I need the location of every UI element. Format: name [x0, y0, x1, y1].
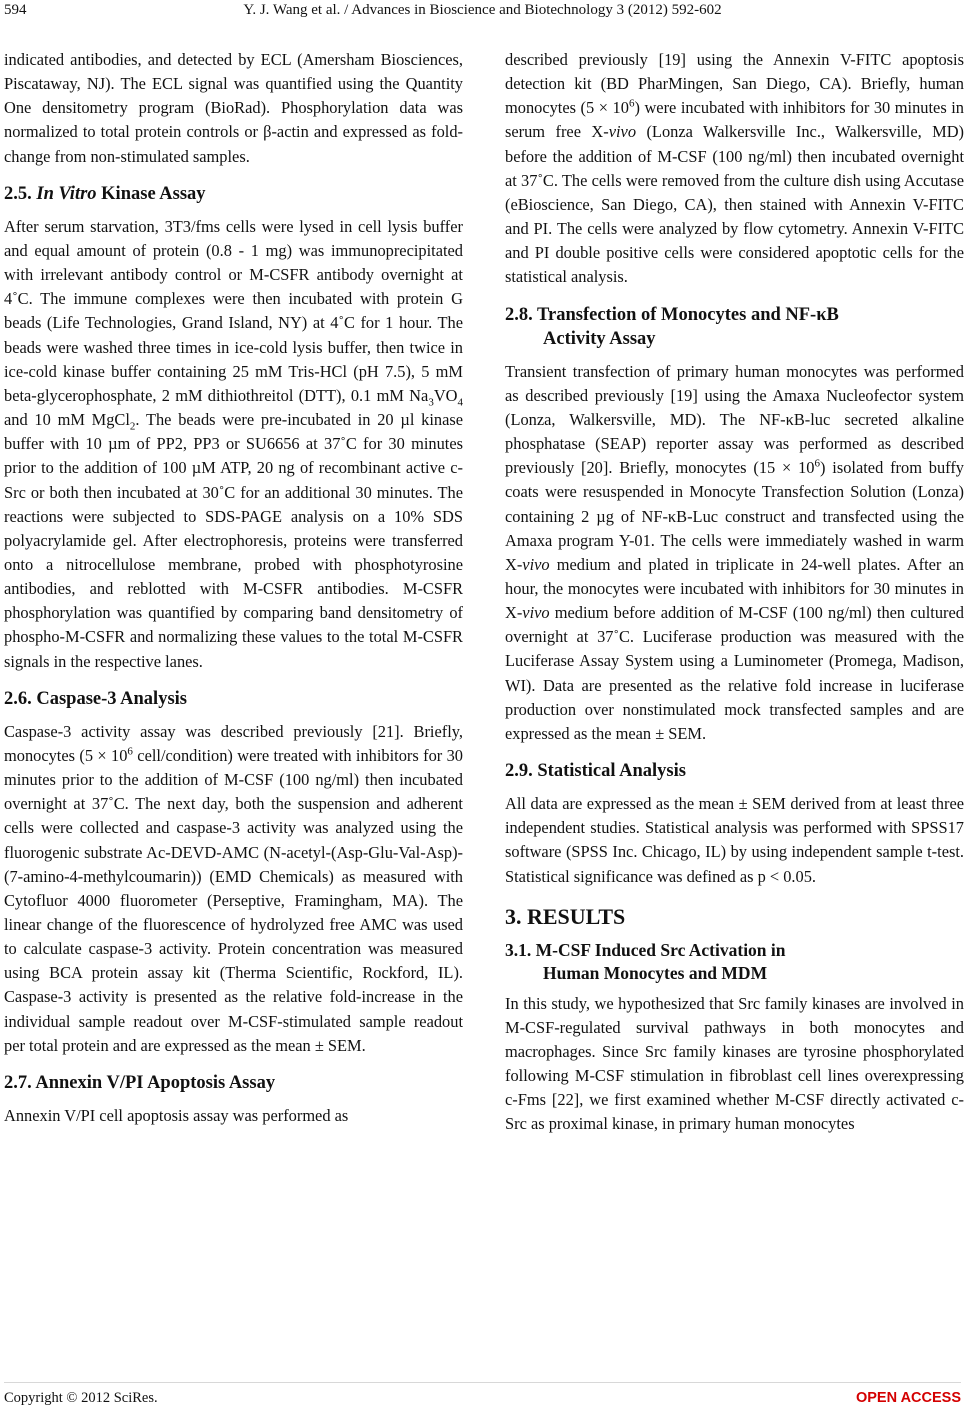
- paragraph-results-src: In this study, we hypothesized that Src family kinases are involved in M-CSF-regulated survival pathways in both monocytes and macrophages. Since Src family kinases are tyrosine phosphorylated following M-CSF stimulation in fibroblast cell lines overexpressing c-Fms [22], we first examined whether M-CSF directly activated c-Src as proximal kinase, in primary human monocytes: [505, 993, 964, 1134]
- heading-mcsf-src-activation: 3.1. M-CSF Induced Src Activation in Human Monocytes and MDM: [505, 939, 786, 983]
- heading-in-vitro-kinase-assay: 2.5. In Vitro Kinase Assay: [4, 183, 206, 204]
- paragraph-ecl-detection: indicated antibodies, and detected by ECL (Amersham Biosciences, Piscataway, NJ). The ECL signal was quantified using the Quantity One densitometry program (BioRad). Phosphorylation data was normalized to total protein controls or β-actin and expressed as fold-change from non-stimulated samples.: [4, 50, 463, 166]
- paragraph-annexin-continued: described previously [19] using the Annexin V-FITC apoptosis detection kit (BD PharMingen, San Diego, CA). Briefly, human monocytes $(5 \times 10^6)$ were incubated with inhibitors for 30 minutes in serum free X-vivo (Lonza Walkersville Inc., Walkersville, MD) before the addition of M-CSF (100 ng/ml) then incubated overnight at 37˚C. The cells were removed from the culture dish using Accutase (eBioscience, San Diego, CA), then stained with Annexin V-FITC and PI. The cells were analyzed by flow cytometry. Annexin V-FITC and PI double positive cells were considered apoptotic cells for the statistical analysis.: [505, 50, 965, 287]
- paragraph-statistical-analysis: All data are expressed as the mean ± SEM derived from at least three independent studies. Statistical analysis was performed with SPSS17 software (SPSS Inc. Chicago, IL) by using independent sample t-test. Statistical significance was defined as p < 0.05.: [505, 794, 964, 886]
- page-footer: [0, 1376, 965, 1406]
- heading-results: 3. RESULTS: [505, 903, 626, 929]
- right-column: [505, 48, 964, 1137]
- footer-divider: [4, 1382, 961, 1383]
- page-header: [0, 0, 965, 28]
- paragraph-kinase-assay: After serum starvation, 3T3/fms cells were lysed in cell lysis buffer and equal amount of protein (0.8 - 1 mg) was immunoprecipitated with irrelevant antibody control or M-CSFR antibody overnight at 4˚C. The immune complexes were then incubated with protein G beads (Life Technologies, Grand Island, NY) at 4˚C for 1 hour. The beads were washed three times in ice-cold lysis buffer, then twice in ice-cold kinase buffer containing 25 mM Tris-HCl (pH 7.5), 5 mM beta-glycerophosphate, 2 mM dithiothreitol (DTT), 0.1 mM $Na_3VO_4$ and 10 mM MgCl$_2$. The beads were pre-incubated in 20 µl kinase buffer with 10 µm of PP2, PP3 or SU6656 at 37˚C for 30 minutes prior to the addition of 100 µM ATP, 20 ng of recombinant active c-Src or both then incubated at 30˚C for an additional 30 minutes. The reactions were subjected to SDS-PAGE analysis on a 10% SDS polyacrylamide gel. After electrophoresis, proteins were transferred onto a nitrocellulose membrane, probed with phosphotyrosine antibodies, and reblotted with M-CSFR antibodies. M-CSFR phosphorylation was quantified by comparing band densitometry of phospho-M-CSFR and normalizing these values to the total M-CSFR signals in the respective lanes.: [4, 216, 463, 671]
- heading-transfection-nfkb: 2.8. Transfection of Monocytes and NF-κB Activity Assay: [505, 304, 839, 349]
- paragraph-transfection: Transient transfection of primary human monocytes was performed as described previously [19] using the Amaxa Nucleofector system (Lonza, Walkersville, MD). The NF-κB-luc secreted alkaline phosphatase (SEAP) reporter assay was performed as described previously [20]. Briefly, monocytes $(15 \times 10^6)$ isolated from buffy coats were resuspended in Monocyte Transfection Solution (Lonza) containing 2 µg of NF-κB-Luc construct and transfected using the Amaxa program Y-01. The cells were immediately washed in warm X-vivo medium and plated in triplicate in 24-well plates. After an hour, the monocytes were incubated with inhibitors for 30 minutes in X-vivo medium before addition of M-CSF (100 ng/ml) then cultured overnight at 37˚C. Luciferase production was measured with the Luciferase Assay System using a Luminometer (Promega, Madison, WI). Data are presented as the relative fold increase in luciferase production over nonstimulated mock transfected samples and are expressed as the mean ± SEM.: [505, 361, 964, 743]
- open-access-label: OPEN ACCESS: [855, 1390, 961, 1406]
- left-column: [4, 48, 463, 1128]
- paragraph-caspase-3: Caspase-3 activity assay was described previously [21]. Briefly, monocytes ($5 \times 10^6$ cell/condition) were treated with inhibitors for 30 minutes prior to the addition of M-CSF (100 ng/ml) then incubated overnight at 37˚C. The next day, both the suspension and adherent cells were collected and caspase-3 activity was analyzed using the fluorogenic substrate Ac-DEVD-AMC (N-acetyl-(Asp-Glu-Val-Asp)-(7-amino-4-methylcoumarin)) (EMD Chemicals) as measured with Cytofluor 4000 fluorometer (Perseptive, Framingham, MA). The linear change of the fluorescence of hydrolyzed free AMC was used to calculate caspase-3 activity. Protein concentration was measured using BCA protein assay kit (Therma Scientific, Rockford, IL). Caspase-3 activity is presented as the relative fold-increase in the individual sample readout over M-CSF-stimulated sample readout per total protein and are expressed as the mean ± SEM.: [4, 721, 463, 1055]
- running-title: Y. J. Wang et al. / Advances in Bioscience and Biotechnology 3 (2012) 592-602: [243, 2, 722, 18]
- paragraph-annexin-start: Annexin V/PI cell apoptosis assay was performed as: [4, 1105, 349, 1125]
- heading-statistical-analysis: 2.9. Statistical Analysis: [505, 761, 686, 782]
- copyright-text: Copyright © 2012 SciRes.: [4, 1390, 158, 1406]
- heading-caspase-3-analysis: 2.6. Caspase-3 Analysis: [4, 688, 187, 709]
- page-number: 594: [4, 2, 27, 18]
- heading-annexin-apoptosis-assay: 2.7. Annexin V/PI Apoptosis Assay: [4, 1072, 276, 1093]
